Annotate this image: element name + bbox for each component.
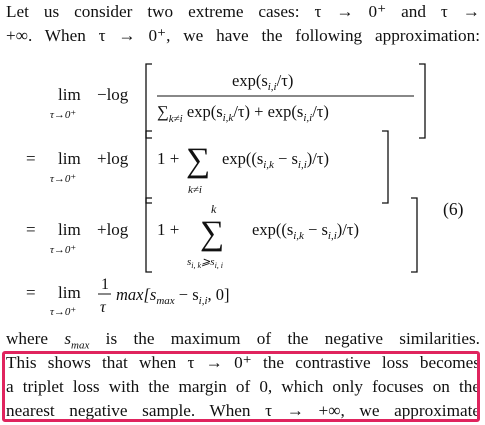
left-bracket-3 [146,198,152,272]
sum-sub-3: $s_{i, k}⩾s_{i, i}$ [187,256,224,270]
equation-line-4 [26,276,230,318]
left-bracket-2 [146,131,152,203]
body-3: $\exp((s_{i,k} - s_{i,i})/\tau)$ [252,220,360,242]
lim-2: lim [58,149,81,168]
equation-line-3 [26,198,417,272]
lim-sub-2: τ→0⁺ [50,173,77,185]
intro-line-2: +∞. When τ → 0⁺, we have the following approximation: [6,26,480,45]
right-bracket-2 [382,131,388,203]
sum-sign-3: ∑ [200,215,225,252]
body-2: $\exp((s_{i,k} - s_{i,i})/\tau)$ [222,149,330,171]
left-bracket-1 [146,64,152,138]
lim-4: lim [58,283,81,302]
sum-sign-2: ∑ [186,142,211,179]
after-line-2: This shows that when τ → 0⁺ the contrastive loss becomes [6,353,480,372]
body-4: $\max[s_{max} - s_{i,i}$, 0] [116,285,230,307]
after-line-3: a triplet loss with the margin of 0, which only focuses on the [6,377,480,396]
intro-line-1: Let us consider two extreme cases: τ → 0⁺ and τ → [6,2,480,21]
equals-2: = [26,149,36,168]
equals-3: = [26,220,36,239]
plus-log-2: +log [97,149,129,168]
sum-sup-3: k [211,202,217,216]
equation-line-1 [50,64,425,138]
after-line-1: where $s_{max}$ is the maximum of the negative similarities. [6,329,480,352]
sum-sub-2: k≠i [188,184,202,196]
frac-den-4: τ [100,299,106,316]
highlight-box [2,351,480,422]
lim-3: lim [58,220,81,239]
one-plus-3: 1 + [157,220,180,239]
right-bracket-3 [411,198,417,272]
equals-4: = [26,283,36,302]
neg-log: −log [97,85,129,104]
equation-line-2 [26,131,388,203]
frac-num-4: 1 [101,276,109,293]
equation-number: (6) [443,199,464,219]
after-line-4: nearest negative sample. When τ → +∞, we approximate [6,401,480,420]
equation-svg [0,58,485,318]
lim-1: lim [58,85,81,104]
plus-log-3: +log [97,220,129,239]
numerator: $\exp(s_{i,i}/\tau)$ [232,71,294,93]
lim-sub-1: τ→0⁺ [50,109,77,121]
right-bracket-1 [419,64,425,138]
one-plus-2: 1 + [157,149,180,168]
lim-sub-4: τ→0⁺ [50,306,77,318]
equation-block [0,58,485,318]
lim-sub-3: τ→0⁺ [50,244,77,256]
denominator: $\sum_{k\ne i}$ $\exp(s_{i,k}/\tau) + \exp(s_{i,i}/\tau)$ [157,102,329,125]
